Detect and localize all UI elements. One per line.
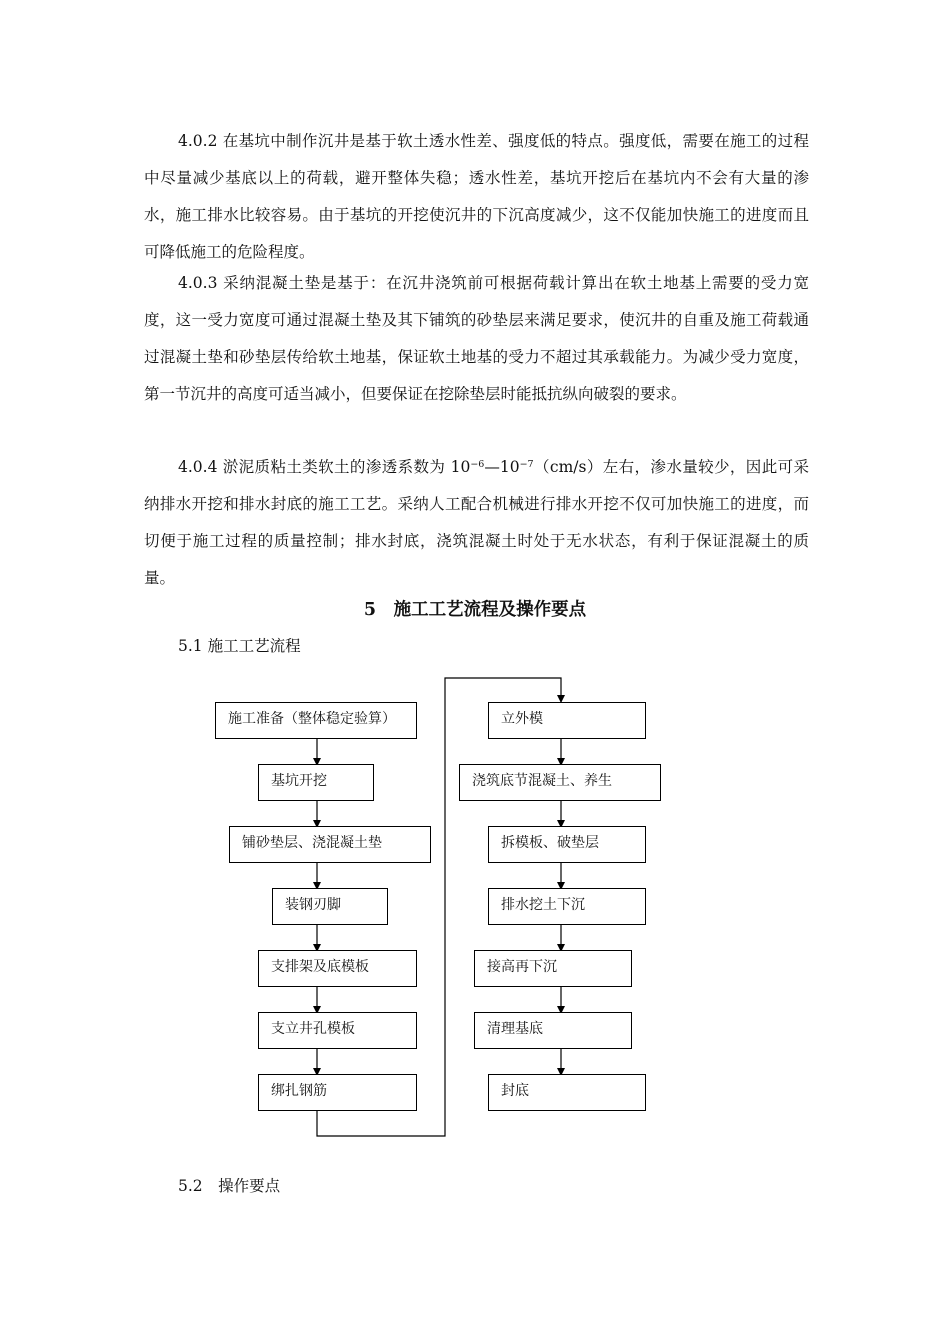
- flow-step-preparation: 施工准备（整体稳定验算）: [215, 702, 417, 739]
- flow-step-clean-base: 清理基底: [474, 1012, 632, 1049]
- flow-step-rebar: 绑扎钢筋: [258, 1074, 417, 1111]
- flow-step-pour-concrete: 浇筑底节混凝土、养生: [459, 764, 661, 801]
- flow-step-excavation: 基坑开挖: [258, 764, 374, 801]
- p404-exponent-1: −6: [470, 459, 485, 470]
- subsection-5-1-title: 5.1 施工工艺流程: [178, 637, 301, 655]
- p404-text-before: 4.0.4 淤泥质粘土类软土的渗透系数为 10: [178, 458, 471, 476]
- flow-step-steel-blade: 装钢刃脚: [272, 888, 388, 925]
- subsection-5-2-title: 5.2 操作要点: [178, 1177, 281, 1195]
- flow-step-seal-bottom: 封底: [488, 1074, 646, 1111]
- flow-step-drainage-sinking: 排水挖土下沉: [488, 888, 646, 925]
- flow-step-sand-cushion: 铺砂垫层、浇混凝土垫: [229, 826, 431, 863]
- flow-step-outer-formwork: 立外模: [488, 702, 646, 739]
- flow-step-bottom-formwork: 支排架及底模板: [258, 950, 417, 987]
- p404-text-after: （cm/s）左右，渗水量较少，因此可采纳排水开挖和排水封底的施工工艺。采纳人工配合机械进行排水开挖不仅可加快施工的进度，而切便于施工过程的质量控制；排水封底，浇筑混凝土时处于无水状态，有利于保证混凝土的质量。: [144, 458, 809, 587]
- flow-step-remove-formwork: 拆模板、破垫层: [488, 826, 646, 863]
- p404-text-mid: —10: [484, 458, 520, 476]
- section-title: 5 施工工艺流程及操作要点: [363, 600, 587, 620]
- p404-exponent-2: −7: [519, 459, 534, 470]
- flow-step-well-formwork: 支立井孔模板: [258, 1012, 417, 1049]
- paragraph-4-0-3: 4.0.3 采纳混凝土垫是基于：在沉井浇筑前可根据荷载计算出在软土地基上需要的受力宽度，这一受力宽度可通过混凝土垫及其下铺筑的砂垫层来满足要求，使沉井的自重及施工荷载通过混凝土垫和砂垫层传给软土地基，保证软土地基的受力不超过其承载能力。为减少受力宽度，第一节沉井的高度可适当减小，但要保证在挖除垫层时能抵抗纵向破裂的要求。: [144, 274, 809, 403]
- paragraph-4-0-2: 4.0.2 在基坑中制作沉井是基于软土透水性差、强度低的特点。强度低，需要在施工的过程中尽量减少基底以上的荷载，避开整体失稳；透水性差，基坑开挖后在基坑内不会有大量的渗水，施工排水比较容易。由于基坑的开挖使沉井的下沉高度减少，这不仅能加快施工的进度而且可降低施工的危险程度。: [144, 132, 809, 261]
- flow-step-extend-sinking: 接高再下沉: [474, 950, 632, 987]
